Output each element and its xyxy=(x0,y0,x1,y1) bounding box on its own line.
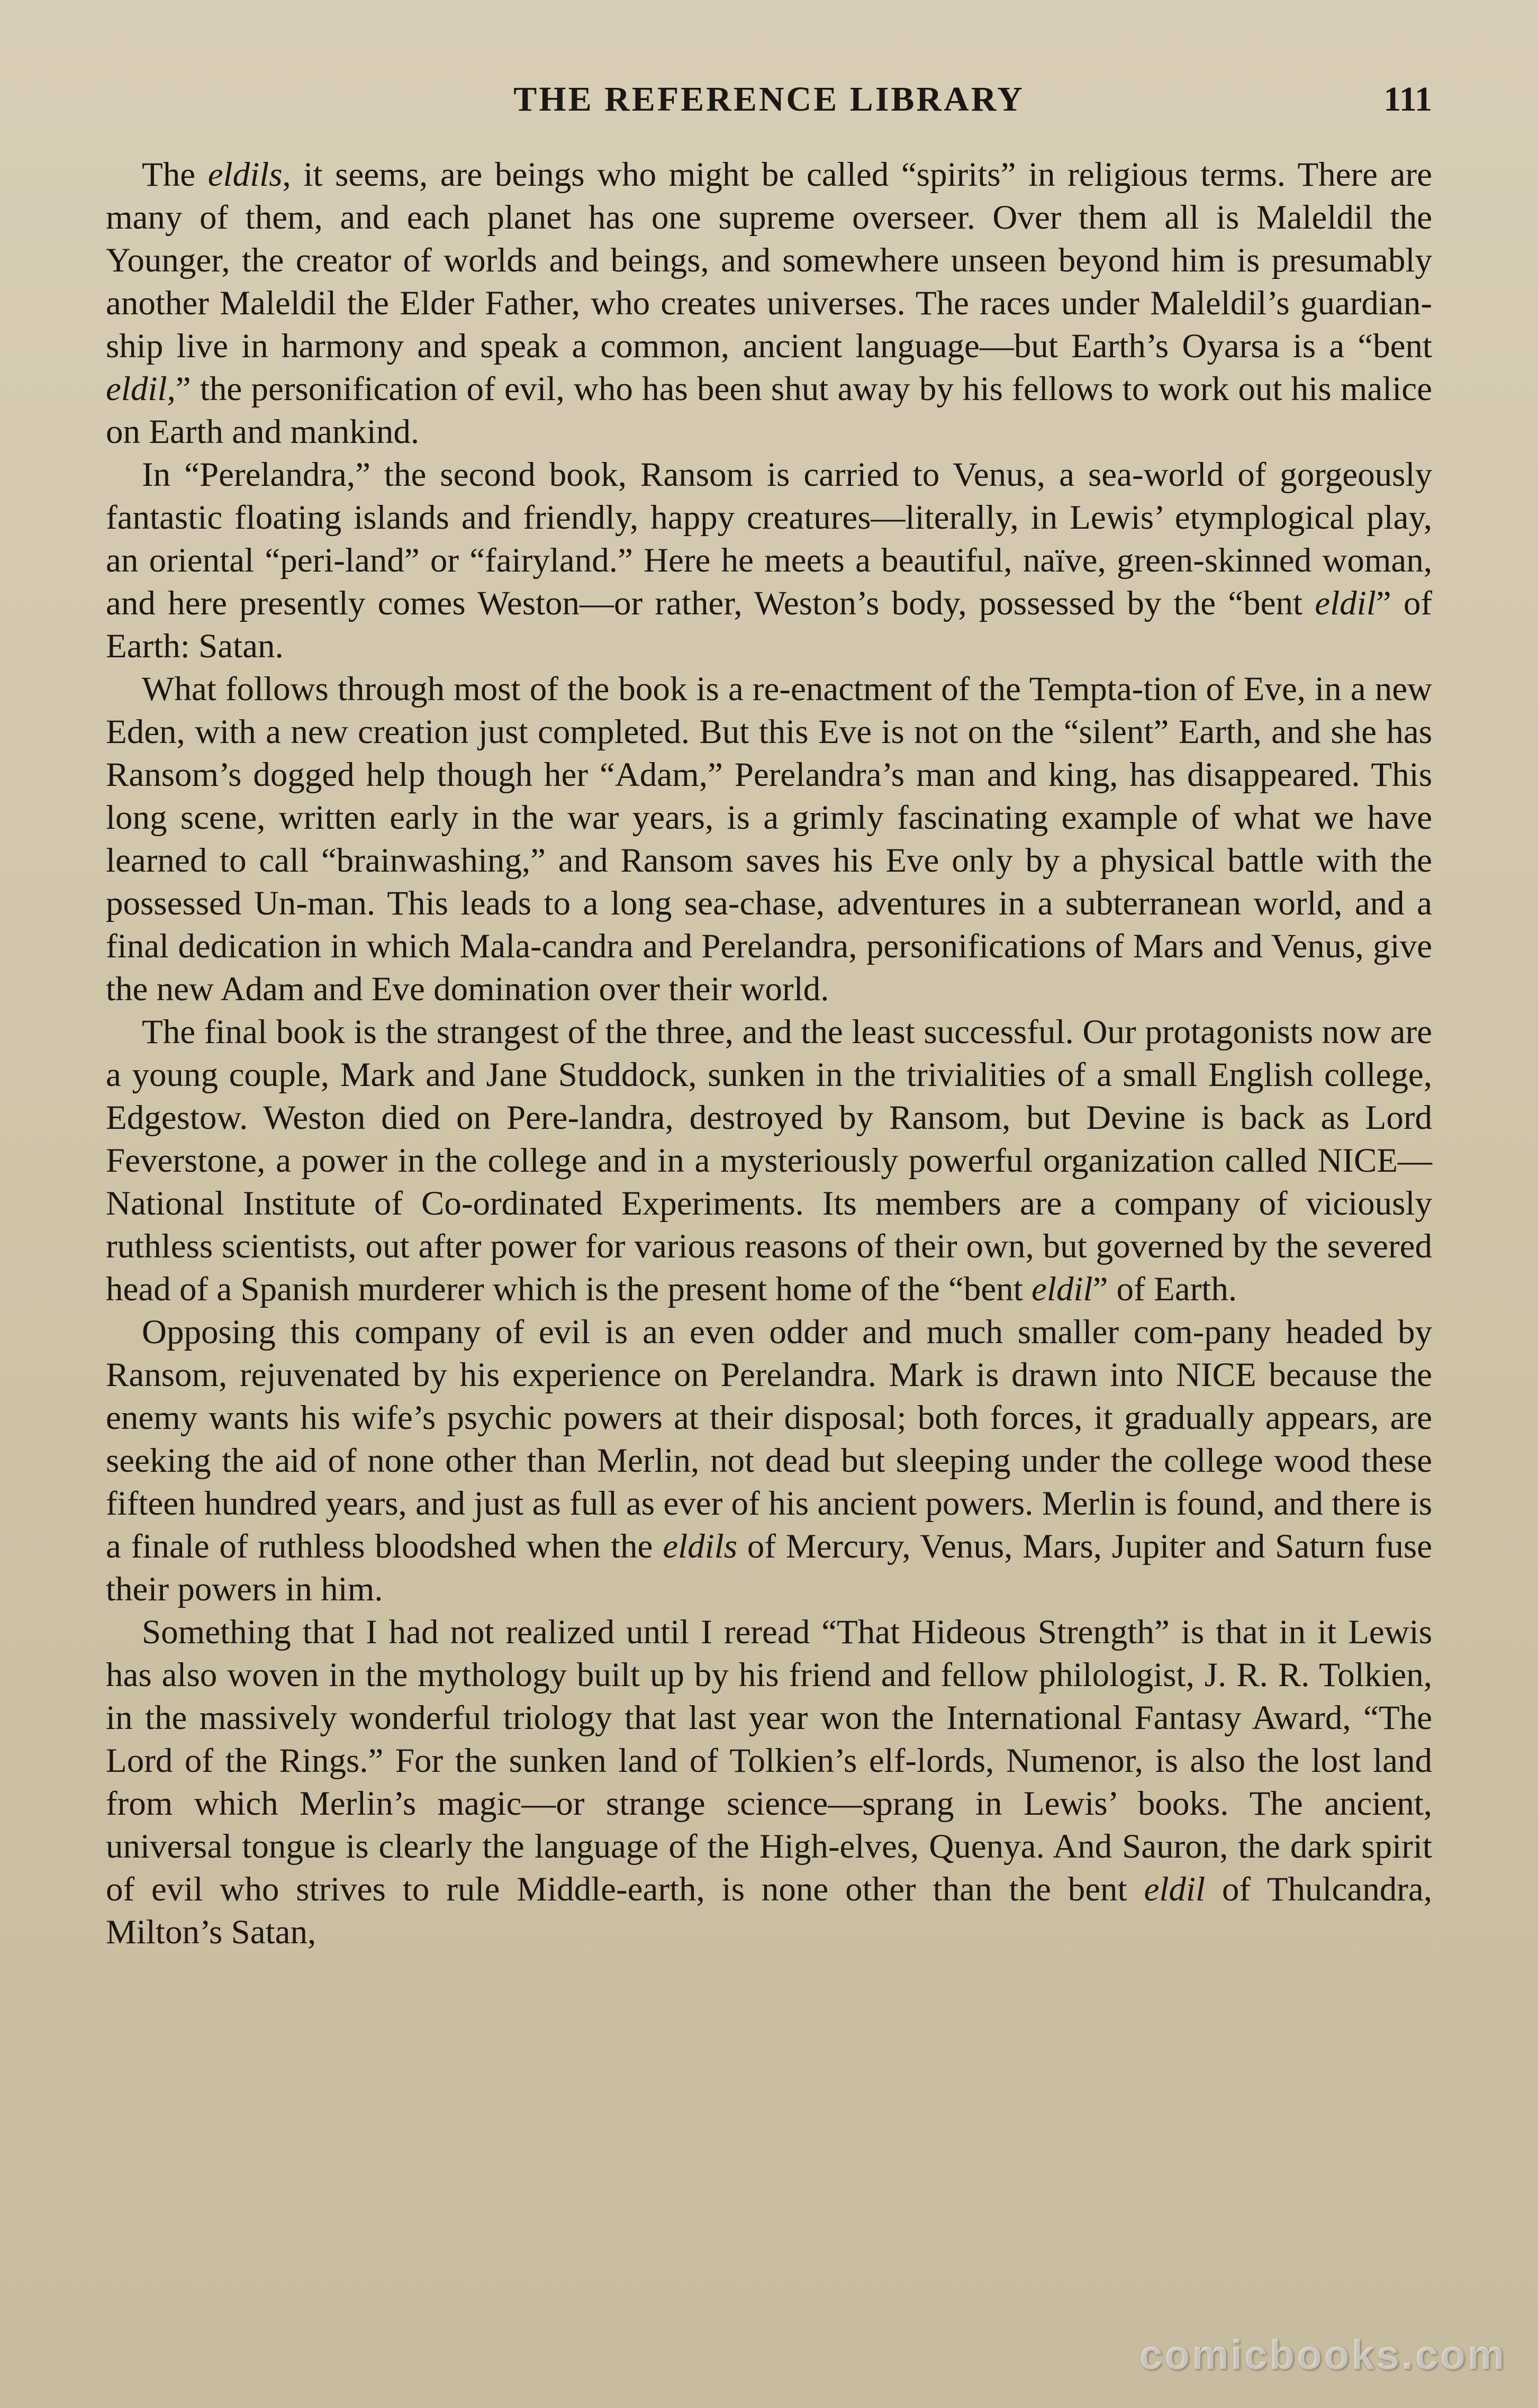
text-run: What follows through most of the book is a re-enactment of the Tempta-tion of Eve, in a new Eden, with a new creation just completed. But this Eve is not on the “silent” Earth, and she has Ransom’s dogged help though her “Adam,” Perelandra’s man and king, has disappeared. This long scene, written early in the war years, is a grimly fascinating example of what we have learned to call “brainwashing,” and Ransom saves his Eve only by a physical battle with the possessed Un-man. This leads to a long sea-chase, adventures in a subterranean world, and a final dedication in which Mala-candra and Perelandra, personifications of Mars and Venus, give the new Adam and Eve domination over their world. xyxy=(106,670,1432,1008)
paragraph xyxy=(106,1011,1432,1311)
body-text xyxy=(106,153,1432,1954)
text-run: Something that I had not realized until I reread “That Hideous Strength” is that in it Lewis has also woven in the mythology built up by his friend and fellow philologist, J. R. R. Tolkien, in the massively wonderful triology that last year won the International Fantasy Award, “The Lord of the Rings.” For the sunken land of Tolkien’s elf-lords, Numenor, is also the lost land from which Merlin’s magic—or strange science—sprang in Lewis’ books. The ancient, universal tongue is clearly the language of the High-elves, Quenya. And Sauron, the dark spirit of evil who strives to rule Middle-earth, is none other than the bent xyxy=(106,1613,1432,1908)
text-run: ” of Earth: Satan. xyxy=(106,584,1432,665)
paragraph xyxy=(106,668,1432,1011)
page-header xyxy=(106,79,1432,138)
paragraph xyxy=(106,1611,1432,1954)
italic-term: eldil xyxy=(1032,1270,1093,1308)
text-run: ” the personification of evil, who has been shut away by his fellows to work out his malice on Earth and mankind. xyxy=(106,370,1432,451)
paragraph xyxy=(106,1311,1432,1611)
italic-term: eldil xyxy=(1315,584,1376,622)
running-head: THE REFERENCE LIBRARY xyxy=(513,80,1025,119)
text-run: of Mercury, Venus, Mars, Jupiter and Saturn fuse their powers in him. xyxy=(106,1527,1432,1608)
text-run: The final book is the strangest of the three, and the least successful. Our protagonists now are a young couple, Mark and Jane Studdock, sunken in the trivialities of a small English college, Edgestow. Weston died on Pere-landra, destroyed by Ransom, but Devine is back as Lord Feverstone, a power in the college and in a mysteriously powerful organization called NICE—National Institute of Co-ordinated Experiments. Its members are a company of viciously ruthless scientists, out after power for various reasons of their own, but governed by the severed head of a Spanish murderer which is the present home of the “bent xyxy=(106,1013,1432,1308)
italic-term: eldils xyxy=(663,1527,738,1565)
text-run: Opposing this company of evil is an even odder and much smaller com-pany headed by Ransom, rejuvenated by his experience on Perelandra. Mark is drawn into NICE because the enemy wants his wife’s psychic powers at their disposal; both forces, it gradually appears, are seeking the aid of none other than Merlin, not dead but sleeping under the college wood these fifteen hundred years, and just as full as ever of his ancient powers. Merlin is found, and there is a finale of ruthless bloodshed when the xyxy=(106,1313,1432,1565)
italic-term: eldils xyxy=(207,156,283,194)
page-number: 111 xyxy=(1383,80,1432,119)
italic-term: eldil xyxy=(1144,1870,1206,1908)
text-run: of Thulcandra, Milton’s Satan, xyxy=(106,1870,1432,1951)
text-run: ” of Earth. xyxy=(1092,1270,1237,1308)
italic-term: eldil, xyxy=(106,370,176,408)
site-watermark: comicbooks.com xyxy=(1139,2331,1506,2378)
text-run: , it seems, are beings who might be called “spirits” in religious terms. There are many of them, and each planet has one supreme overseer. Over them all is Maleldil the Younger, the creator of worlds and beings, and somewhere unseen beyond him is presumably another Maleldil the Elder Father, who creates universes. The races under Maleldil’s guardian-ship live in harmony and speak a common, ancient language—but Earth’s Oyarsa is a “bent xyxy=(106,156,1432,365)
text-run: In “Perelandra,” the second book, Ransom is carried to Venus, a sea-world of gorgeously fantastic floating islands and friendly, happy creatures—literally, in Lewis’ etymplogical play, an oriental “peri-land” or “fairyland.” Here he meets a beautiful, naïve, green-skinned woman, and here presently comes Weston—or rather, Weston’s body, possessed by the “bent xyxy=(106,456,1432,622)
paragraph xyxy=(106,153,1432,454)
text-run: The xyxy=(142,156,208,194)
paragraph xyxy=(106,454,1432,668)
